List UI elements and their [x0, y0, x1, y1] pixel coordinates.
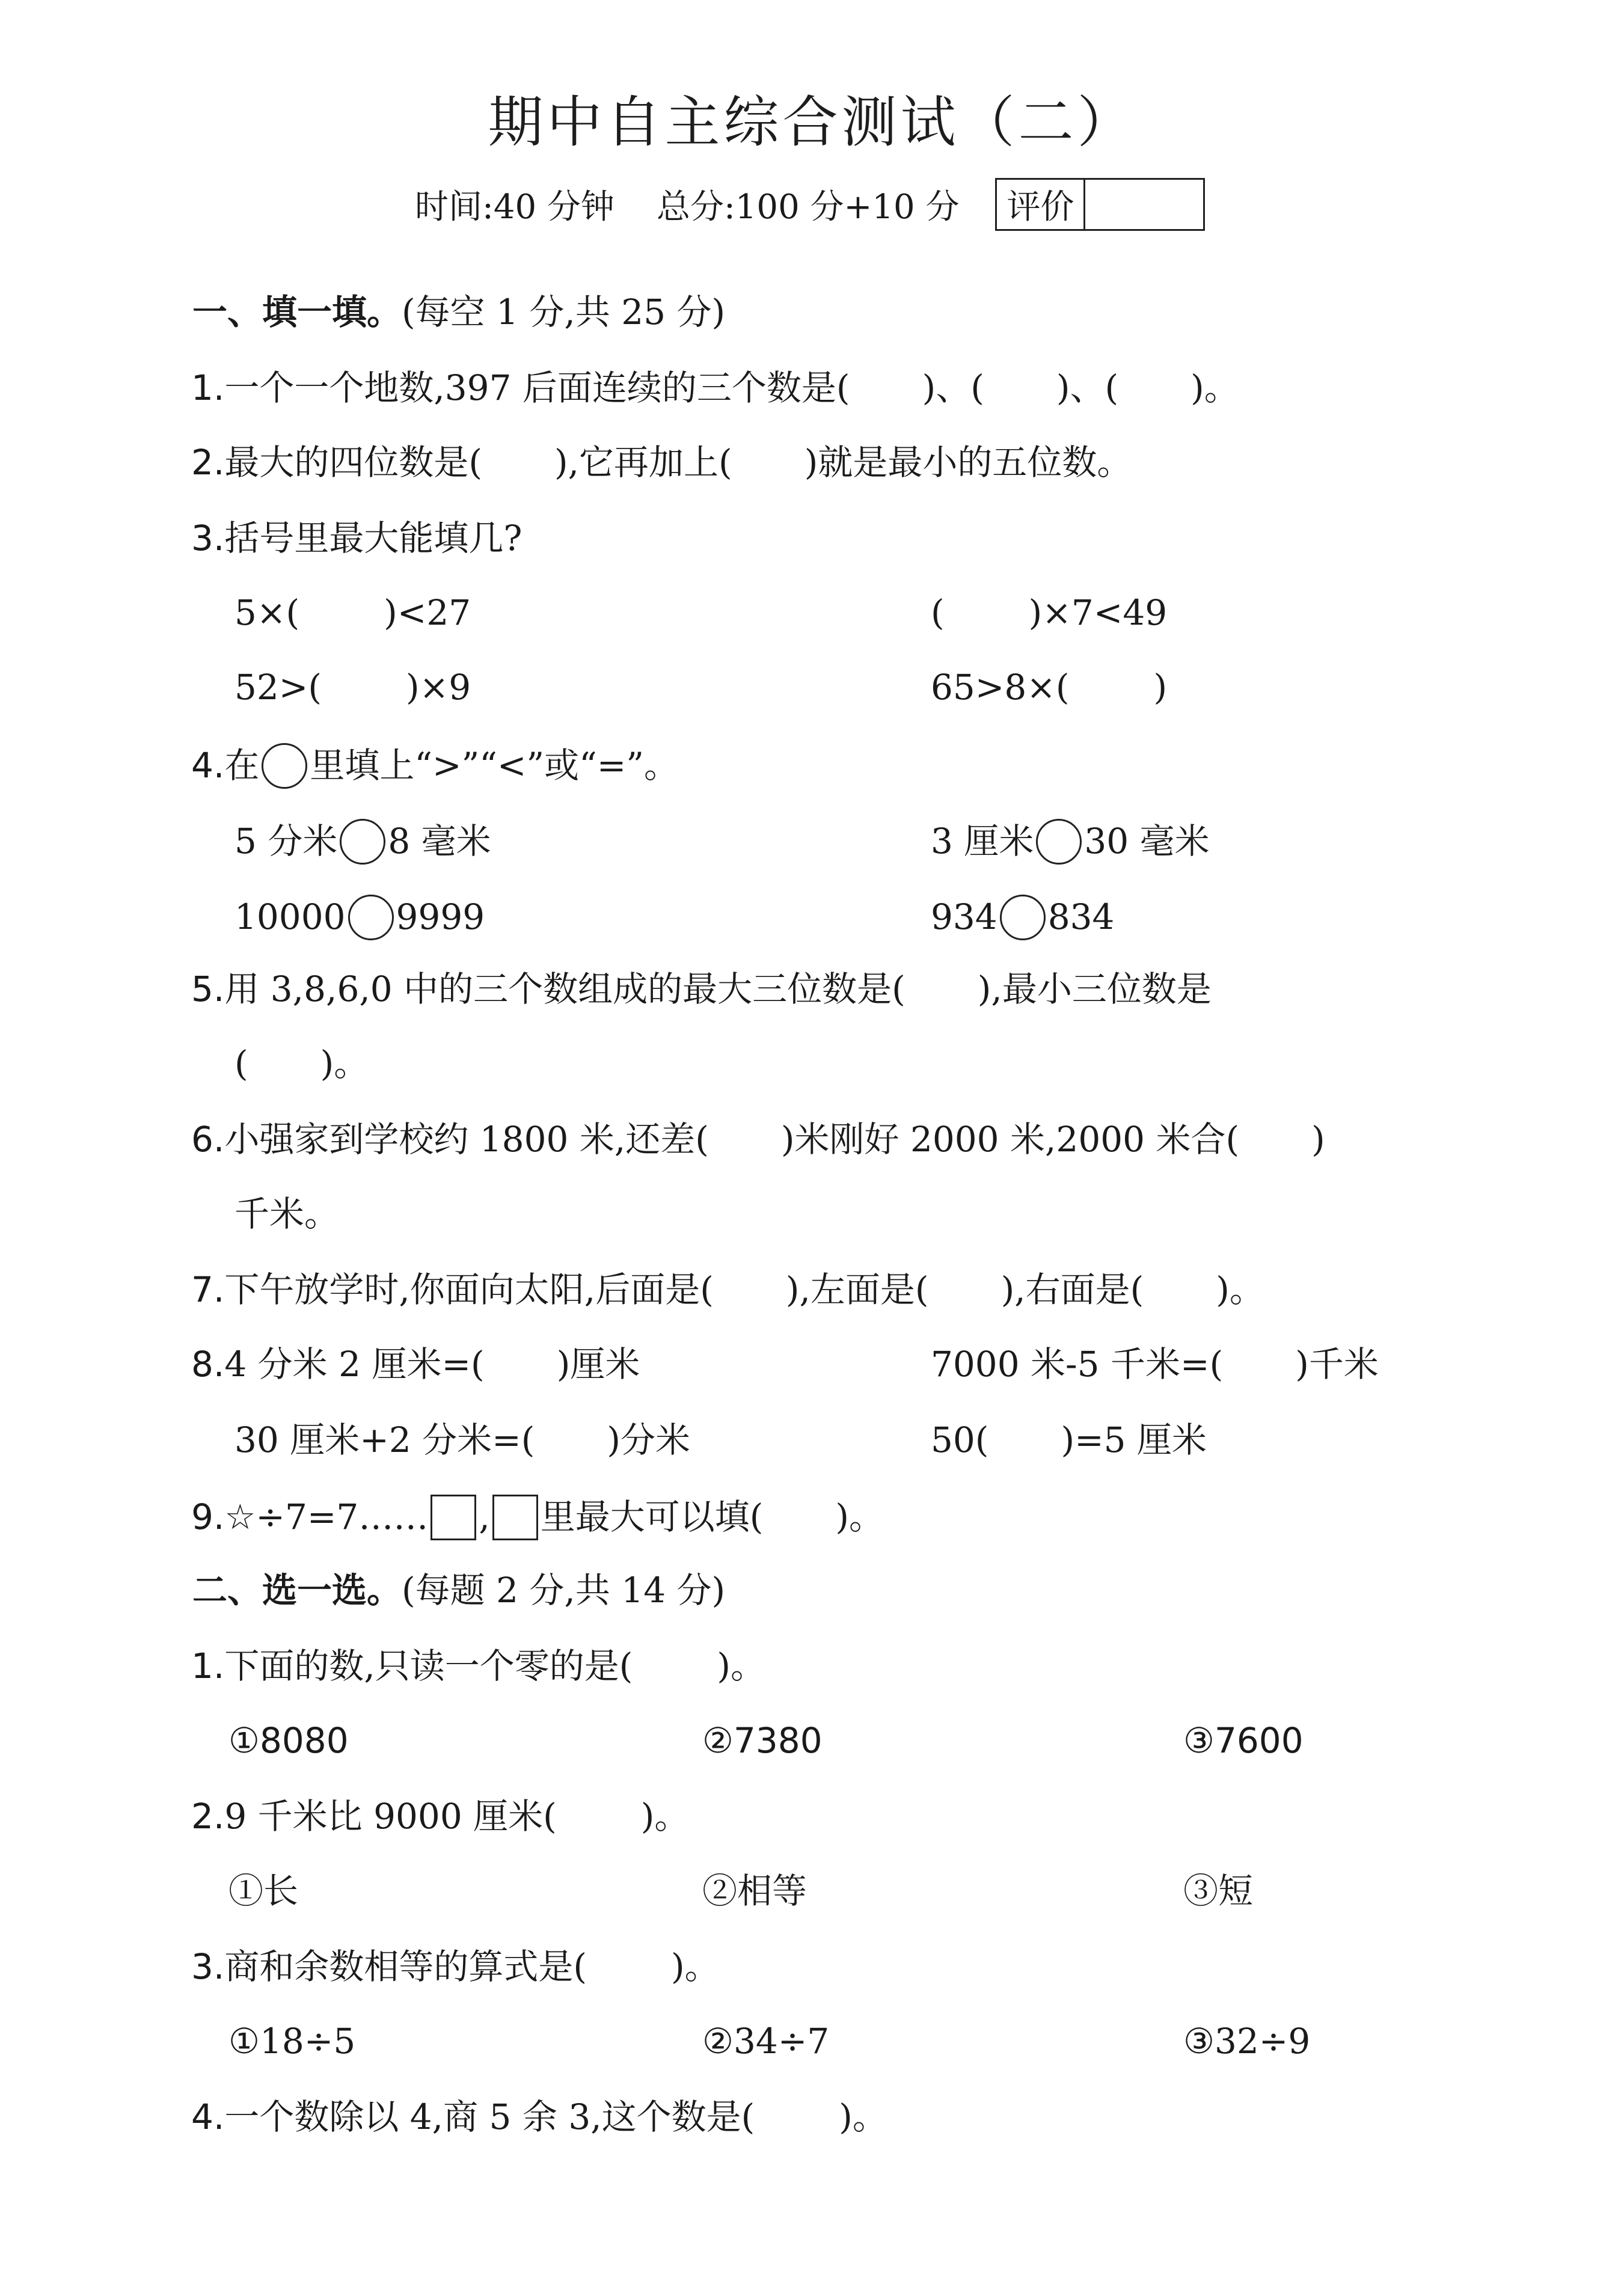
question-1-3-item: ( )×7<49 — [931, 592, 1168, 633]
option-3[interactable]: ③32÷9 — [1183, 2021, 1311, 2062]
question-1-3: 3.括号里最大能填几? — [191, 518, 522, 559]
question-1-8-item: 8.4 分米 2 厘米=( )厘米 — [191, 1344, 640, 1385]
question-1-8-item: 30 厘米+2 分米=( )分米 — [234, 1419, 691, 1460]
question-1-4-item: 10000 9999 — [234, 897, 485, 943]
question-2-3: 3.商和余数相等的算式是( )。 — [191, 1946, 720, 1987]
question-1-1: 1.一个一个地数,397 后面连续的三个数是( )、( )、( )。 — [191, 367, 1239, 408]
part1-title: 一、填一填。 — [192, 292, 402, 332]
question-1-4-item: 3 厘米 30 毫米 — [931, 821, 1210, 867]
question-2-1: 1.下面的数,只读一个零的是( )。 — [191, 1646, 766, 1686]
evaluation-blank[interactable] — [1085, 180, 1203, 229]
compare-circle[interactable] — [340, 819, 385, 865]
question-1-3-item: 52>( )×9 — [234, 667, 471, 708]
option-2[interactable]: ②相等 — [702, 1870, 807, 1911]
question-1-5-cont: ( )。 — [234, 1043, 369, 1084]
question-1-8-item: 50( )=5 厘米 — [931, 1419, 1207, 1460]
part2-note: (每题 2 分,共 14 分) — [402, 1570, 726, 1611]
question-1-4-item: 5 分米 8 毫米 — [234, 821, 491, 867]
evaluation-label: 评价 — [997, 180, 1085, 229]
evaluation-box — [995, 178, 1205, 231]
option-1[interactable]: ①长 — [228, 1870, 299, 1911]
compare-circle[interactable] — [1000, 895, 1046, 940]
total-score: 总分:100 分+10 分 — [656, 188, 960, 227]
question-1-6-cont: 千米。 — [234, 1193, 340, 1234]
question-1-4: 4.在 里填上“>”“<”或“=”。 — [191, 746, 679, 791]
compare-circle[interactable] — [1036, 819, 1082, 865]
option-3[interactable]: ③短 — [1183, 1870, 1254, 1911]
question-1-8-item: 7000 米-5 千米=( )千米 — [931, 1344, 1379, 1385]
exam-meta — [415, 178, 1205, 231]
square-symbol — [492, 1495, 538, 1540]
part2-title: 二、选一选。 — [192, 1570, 402, 1611]
question-1-6: 6.小强家到学校约 1800 米,还差( )米刚好 2000 米,2000 米合( ) — [191, 1119, 1325, 1160]
option-3[interactable]: ③7600 — [1183, 1720, 1304, 1761]
circle-symbol — [262, 743, 307, 789]
page-title: 期中自主综合测试（二） — [488, 90, 1136, 155]
question-2-4: 4.一个数除以 4,商 5 余 3,这个数是( )。 — [191, 2096, 887, 2137]
question-1-5: 5.用 3,8,6,0 中的三个数组成的最大三位数是( ),最小三位数是 — [191, 969, 1212, 1009]
compare-circle[interactable] — [348, 895, 394, 940]
question-1-4-item: 934 834 — [931, 897, 1114, 943]
option-2[interactable]: ②34÷7 — [702, 2021, 830, 2062]
question-2-2: 2.9 千米比 9000 厘米( )。 — [191, 1796, 690, 1837]
option-1[interactable]: ①8080 — [228, 1720, 349, 1761]
part1-heading — [192, 292, 726, 332]
part2-heading — [192, 1570, 726, 1611]
option-1[interactable]: ①18÷5 — [228, 2021, 356, 2062]
question-1-3-item: 5×( )<27 — [234, 592, 471, 633]
square-blank[interactable] — [431, 1495, 476, 1540]
question-1-2: 2.最大的四位数是( ),它再加上( )就是最小的五位数。 — [191, 442, 1132, 483]
question-1-7: 7.下午放学时,你面向太阳,后面是( ),左面是( ),右面是( )。 — [191, 1269, 1264, 1310]
time-limit: 时间:40 分钟 — [415, 188, 614, 227]
question-1-9: 9.☆÷7=7…… , 里最大可以填( )。 — [191, 1497, 884, 1543]
part1-note: (每空 1 分,共 25 分) — [402, 292, 726, 332]
question-1-3-item: 65>8×( ) — [931, 667, 1168, 708]
option-2[interactable]: ②7380 — [702, 1720, 823, 1761]
